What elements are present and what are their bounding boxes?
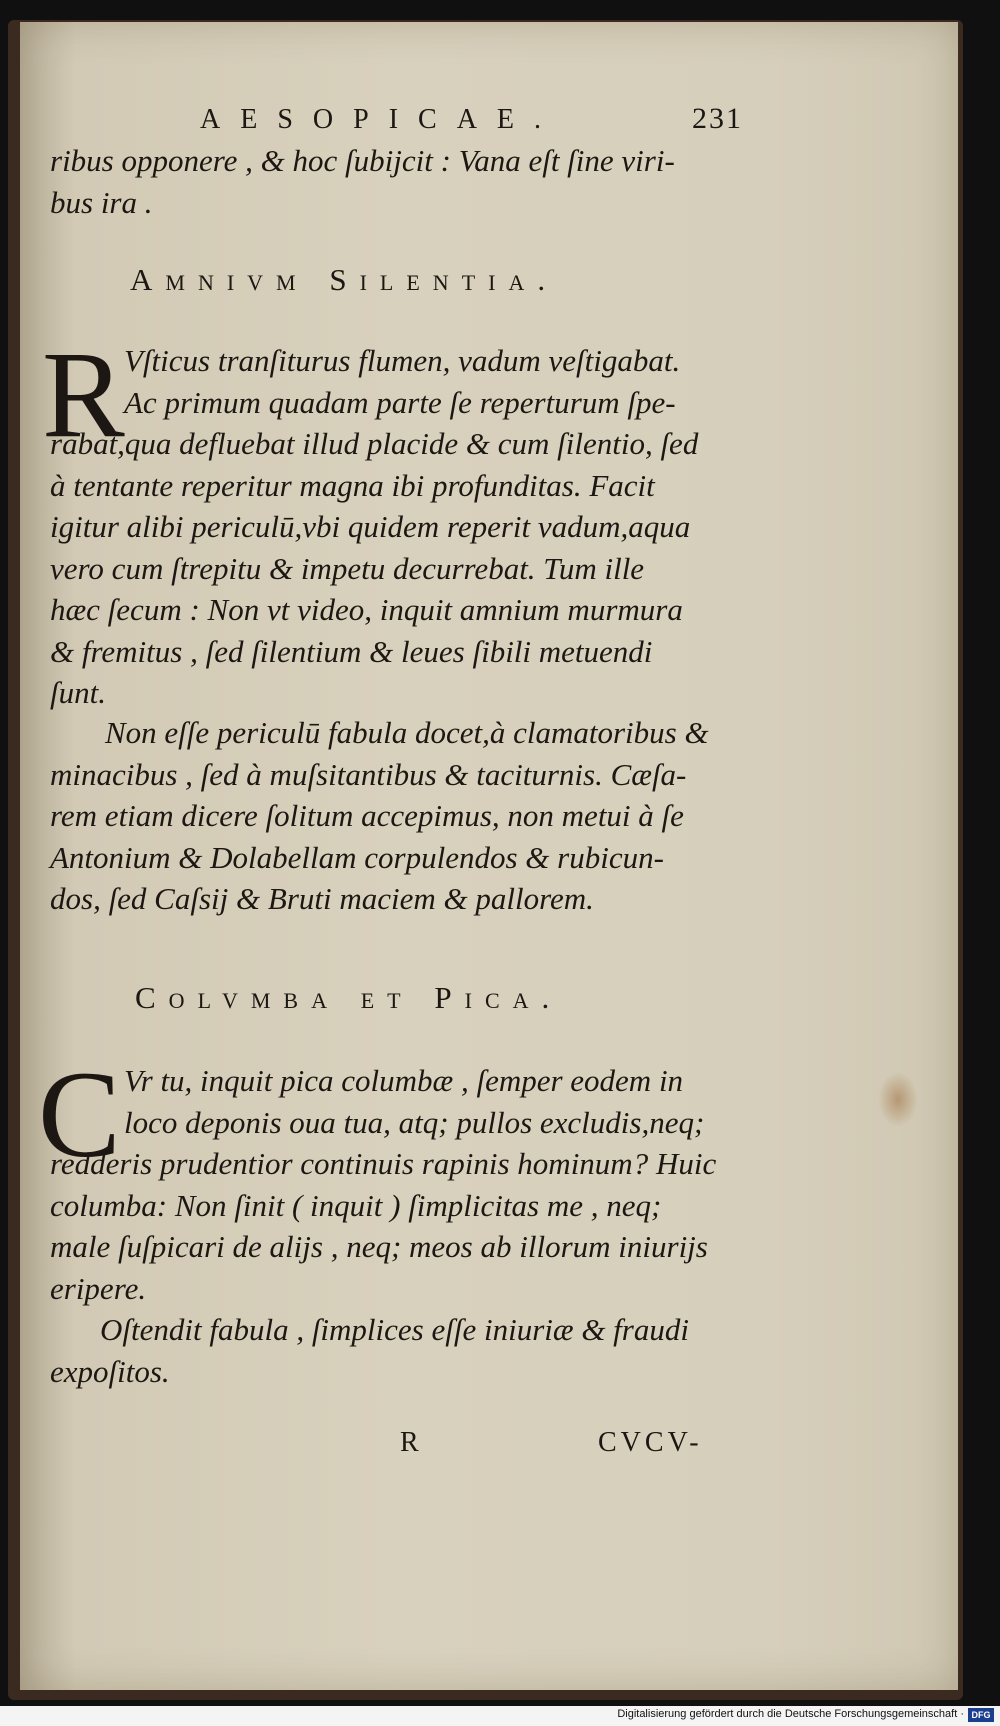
fable1-heading: Amnivm Silentia. — [130, 262, 559, 297]
text-line: Ac primum quadam parte ſe reperturum ſpe- — [124, 384, 676, 420]
text-line: Oſtendit fabula , ſimplices eſſe iniuriæ & fraudi — [100, 1312, 689, 1347]
running-head-title: AESOPICAE. — [200, 104, 562, 135]
text-line: bus ira . — [50, 184, 153, 220]
fable2-moral — [50, 1309, 710, 1392]
text-line: eripere. — [50, 1270, 147, 1306]
catchword: CVCV- — [598, 1427, 703, 1458]
text-line: à tentante reperitur magna ibi profunditas. Facit — [50, 467, 655, 503]
text-line: igitur alibi periculū,vbi quidem reperit vadum,aqua — [50, 509, 691, 544]
text-line: Antonium & Dolabellam corpulendos & rubicun- — [50, 839, 664, 875]
text-line: expoſitos. — [50, 1353, 170, 1389]
text-line: ribus opponere , & hoc ſubijcit : Vana eſt ſine viri- — [50, 143, 675, 178]
book-page — [20, 22, 958, 1690]
fable2-heading: Colvmba et Pica. — [135, 980, 563, 1015]
fable2-drop-cap: C — [38, 1046, 121, 1183]
text-line: rabat,qua defluebat illud placide & cum ſilentio, ſed — [50, 426, 699, 461]
footer-credit: Digitalisierung gefördert durch die Deutsche Forschungsgemeinschaft · — [617, 1708, 964, 1720]
text-line: minacibus , ſed à muſsitantibus & taciturnis. Cæſa- — [50, 756, 687, 792]
fable1-moral — [50, 712, 710, 920]
text-line: hæc ſecum : Non vt video, inquit amnium murmura — [50, 592, 683, 627]
fable1-drop-cap: R — [42, 326, 125, 463]
fable2-body — [50, 1143, 717, 1309]
text-line: Vſticus tranſiturus flumen, vadum veſtigabat. — [124, 343, 681, 378]
text-line: ſunt. — [50, 675, 106, 710]
text-line: loco deponis oua tua, atq; pullos excludis,neq; — [124, 1104, 705, 1140]
fable1-opening-lines — [124, 340, 724, 423]
text-line: rem etiam dicere ſolitum accepimus, non metui à ſe — [50, 798, 684, 833]
text-line: vero cum ſtrepitu & impetu decurrebat. Tum ille — [50, 550, 645, 586]
signature-mark: R — [400, 1427, 423, 1458]
text-line: male ſuſpicari de alijs , neq; meos ab illorum iniurijs — [50, 1229, 708, 1264]
page-stain — [878, 1072, 918, 1127]
text-line: redderis prudentior continuis rapinis hominum? Huic — [50, 1146, 717, 1181]
page-number: 231 — [692, 102, 743, 135]
intro-text — [50, 140, 710, 223]
text-line: Vr tu, inquit pica columbæ , ſemper eodem in — [124, 1063, 684, 1098]
text-line: Non eſſe periculū fabula docet,à clamatoribus & — [105, 715, 709, 750]
text-line: & fremitus , ſed ſilentium & leues ſibili metuendi — [50, 633, 653, 669]
text-line: columba: Non ſinit ( inquit ) ſimplicitas me , neq; — [50, 1187, 662, 1223]
text-line: dos, ſed Caſsij & Bruti maciem & pallorem. — [50, 881, 594, 916]
fable2-opening-lines — [124, 1060, 724, 1143]
dfg-logo-icon: DFG — [968, 1708, 994, 1722]
running-head — [20, 104, 958, 144]
fable1-body — [50, 423, 710, 714]
